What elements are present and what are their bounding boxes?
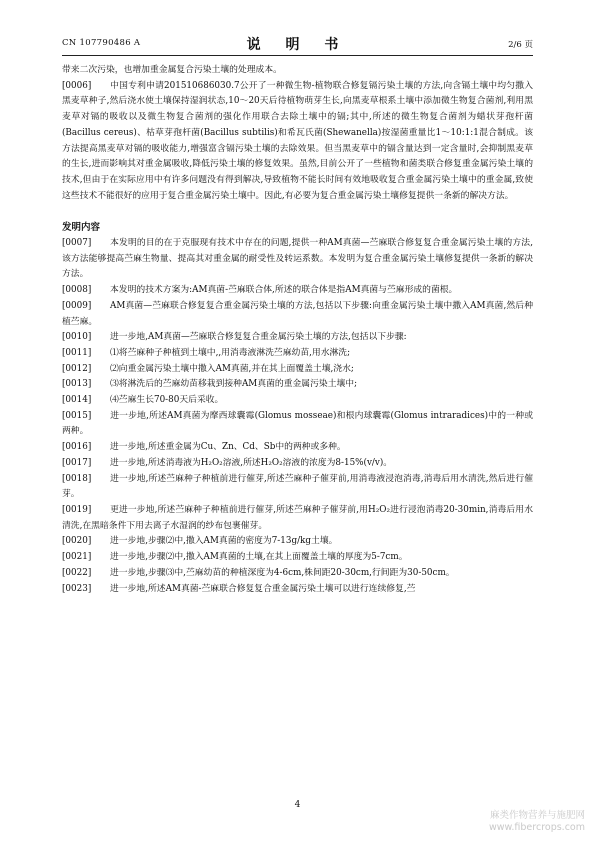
paragraph-text: 进一步地,AM真菌—苎麻联合修复复合重金属污染土壤的方法,包括以下步骤: (110, 332, 407, 343)
paragraph-0006 (62, 79, 533, 205)
paragraph-text: 进一步地,所述苎麻种子种植前进行催芽,所述苎麻种子催芽前,用消毒液浸泡消毒,消毒后用水清洗,然后进行催芽。 (62, 473, 533, 500)
section-title: 发明内容 (62, 222, 101, 234)
paragraph-text: 中国专利申请201510686030.7公开了一种微生物-植物联合修复镉污染土壤的方法,向含镉土壤中均匀撒入黑麦草种子,然后浇水使土壤保持湿润状态,10～20天后待植物萌芽生长,向黑麦草根系土壤中添加微生物复合菌剂,利用黑麦草对镉的吸收以及微生物复合菌剂的强化作用联合去除土壤中的镉;其中,所述的微生物复合菌剂为蜡状芽孢杆菌(Bacillus cereus)、枯草芽孢杆菌(Bacillus subtilis)和希瓦氏菌(Shewanella)按湿菌重量比1～10:1:1混合制成。该方法提高黑麦草对镉的吸收能力,增强富含镉污染土壤的去除效果。但当黑麦草中的镉含量达到一定含量时,会抑制黑麦草的生长,进而影响其对重金属吸收,降低污染土壤的修复效果。虽然,目前公开了一些植物和菌类联合修复重金属污染土壤的技术,但由于在实际应用中有许多问题没有得到解决,导致植物不能长时间有效地吸收复合重金属污染土壤中的重金属,致使这些技术不能很好的应用于复合重金属污染土壤中。因此,有必要为复合重金属污染土壤修复提供一条新的解决方法。 (62, 80, 533, 201)
paragraph-text: ⑴将苎麻种子种植到土壤中,,用消毒液淋洗苎麻幼苗,用水淋洗; (110, 347, 351, 358)
paragraph (62, 362, 533, 378)
paragraph-tag: [0021] (62, 552, 92, 563)
patent-number: CN 107790486 A (62, 38, 141, 48)
paragraph-tag: [0010] (62, 332, 92, 343)
watermark-title: 麻类作物营养与施肥网 (489, 810, 585, 821)
site-watermark (489, 810, 585, 834)
page-header (62, 36, 533, 52)
paragraph-tag: [0007] (62, 238, 92, 249)
paragraph-tag: [0023] (62, 583, 92, 594)
paragraph (62, 299, 533, 330)
paragraph-tag: [0006] (62, 80, 92, 91)
paragraph (62, 393, 533, 409)
paragraph (62, 472, 533, 503)
paragraph (62, 456, 533, 472)
intro-line: 带来二次污染，也增加重金属复合污染土壤的处理成本。 (62, 65, 282, 75)
paragraph-text: 本发明的技术方案为:AM真菌-苎麻联合体,所述的联合体是指AM真菌与苎麻形成的菌根。 (110, 285, 458, 296)
paragraph-tag: [0020] (62, 536, 92, 547)
paragraph-text: ⑷苎麻生长70-80天后采收。 (110, 395, 224, 406)
paragraph (62, 330, 533, 346)
paragraph-text: 更进一步地,所述苎麻种子种植前进行催芽,所述苎麻种子催芽前,用H₂O₂进行浸泡消毒20-30min,消毒后用水清洗,在黑暗条件下用去离子水湿润的纱布包裹催芽。 (62, 504, 533, 531)
paragraph-tag: [0018] (62, 473, 92, 484)
paragraph (62, 503, 533, 534)
paragraph (62, 346, 533, 362)
paragraph-tag: [0008] (62, 285, 92, 296)
watermark-url: www.fibercrops.com (488, 822, 585, 833)
page-ratio: 2/6 页 (508, 40, 533, 50)
paragraph (62, 550, 533, 566)
paragraph-text: 进一步地,步骤⑵中,撒入AM真菌的密度为7-13g/kg土壤。 (110, 536, 338, 547)
paragraph (62, 582, 533, 598)
section-gap (62, 204, 533, 220)
paragraph (62, 534, 533, 550)
paragraph-text: 进一步地,步骤⑵中,撒入AM真菌的土壤,在其上面覆盖土壤的厚度为5-7cm。 (110, 552, 408, 563)
paragraph-tag: [0017] (62, 457, 92, 468)
paragraph (62, 377, 533, 393)
document-body (62, 63, 533, 597)
page-number: 4 (294, 800, 301, 810)
paragraph-text: 本发明的目的在于克服现有技术中存在的问题,提供一种AM真菌—苎麻联合修复复合重金属污染土壤的方法,该方法能够提高苎麻生物量、提高其对重金属的耐受性及转运系数。本发明为复合重金属污染土壤修复提供一条新的解决方法。 (62, 238, 533, 280)
paragraph-tag: [0016] (62, 442, 92, 453)
paragraph-tag: [0019] (62, 504, 92, 515)
paragraph-text: 进一步地,所述AM真菌-苎麻联合修复复合重金属污染土壤可以进行连续修复,苎 (110, 583, 416, 594)
paragraph-tag: [0013] (62, 379, 92, 390)
paragraph (62, 566, 533, 582)
paragraph-text: ⑶将淋洗后的苎麻幼苗移栽到接种AM真菌的重金属污染土壤中; (110, 379, 358, 390)
paragraph-text: ⑵向重金属污染土壤中撒入AM真菌,并在其上面覆盖土壤,浇水; (110, 363, 354, 374)
paragraph-tag: [0011] (62, 347, 92, 358)
paragraph-tag: [0012] (62, 363, 92, 374)
paragraph (62, 283, 533, 299)
paragraph-text: 进一步地,所述重金属为Cu、Zn、Cd、Sb中的两种或多种。 (110, 442, 346, 453)
paragraph (62, 236, 533, 283)
paragraph-text: AM真菌—苎麻联合修复复合重金属污染土壤的方法,包括以下步骤:向重金属污染土壤中撒入AM真菌,然后种植苎麻。 (62, 300, 533, 327)
paragraph-tag: [0009] (62, 300, 92, 311)
paragraph-text: 进一步地,所述AM真菌为摩西球囊霉(Glomus mosseae)和根内球囊霉(Glomus intraradices)中的一种或两种。 (62, 410, 533, 437)
header-divider (62, 55, 533, 56)
document-title: 说 明 书 (246, 37, 349, 53)
paragraph-tag: [0022] (62, 567, 92, 578)
paragraph-list (62, 236, 533, 597)
paragraph-tag: [0014] (62, 395, 92, 406)
paragraph-text: 进一步地,步骤⑶中,苎麻幼苗的种植深度为4-6cm,株间距20-30cm,行间距为30-50cm。 (110, 567, 455, 578)
paragraph-tag: [0015] (62, 410, 92, 421)
paragraph (62, 440, 533, 456)
paragraph (62, 409, 533, 440)
paragraph-text: 进一步地,所述消毒液为H₂O₂溶液,所述H₂O₂溶液的浓度为8-15%(v/v)。 (110, 457, 393, 468)
